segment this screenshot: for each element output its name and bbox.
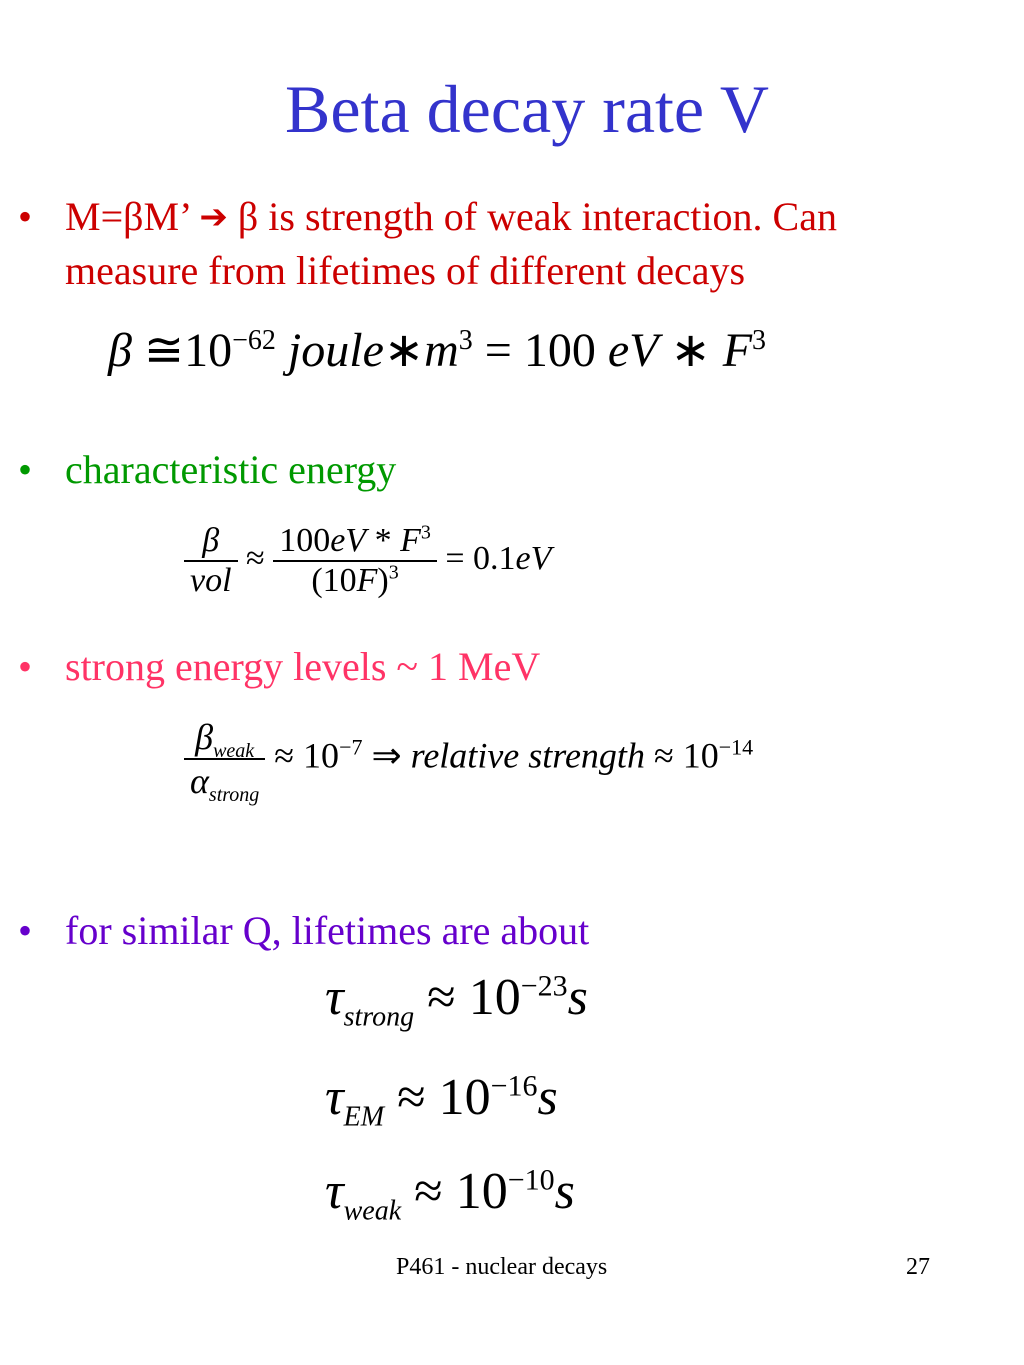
bullet-dot: •	[18, 644, 33, 689]
right-arrow-icon: ➔	[199, 197, 228, 237]
bullet-dot: •	[18, 194, 33, 239]
slide-title: Beta decay rate V	[285, 71, 769, 147]
bullet-text: strong energy levels ~ 1 MeV	[65, 644, 541, 689]
equation-tau-weak: $\tau_{weak} \approx 10^{-10}s$	[325, 1163, 575, 1227]
page-number: 27	[906, 1254, 930, 1280]
equation-characteristic-energy: $\frac{\beta}{\text{vol}}$ ≈ $\frac{100eV * F^3}{(10F)^3}$ = 0.1eV	[184, 522, 551, 600]
bullet-text: for similar Q, lifetimes are about	[65, 908, 590, 953]
equation-tau-strong: $\tau_{strong} \approx 10^{-23}s$	[325, 969, 588, 1033]
equation-beta-value: β $≅10^{-62}$ $joule∗m^3 = 100$ eV ∗ $F^3$	[108, 324, 767, 377]
bullet-text: characteristic energy	[65, 447, 397, 492]
footer-course: P461 - nuclear decays	[396, 1254, 608, 1280]
bullet-text: β is strength of weak interaction. Can	[237, 194, 837, 239]
equation-relative-strength: $\frac{\beta_{weak}}{\alpha_{strong}}$ ≈ $10^{-7}$ ⇒ relative strength ≈ $10^{-14}$	[184, 716, 753, 802]
bullet-dot: •	[18, 447, 33, 492]
bullet-dot: •	[18, 908, 33, 953]
equation-tau-em: $\tau_{EM} \approx 10^{-16}s$	[325, 1069, 558, 1133]
bullet-text-line2: measure from lifetimes of different decays	[65, 248, 746, 293]
bullet-text: M=βM’	[65, 194, 190, 239]
